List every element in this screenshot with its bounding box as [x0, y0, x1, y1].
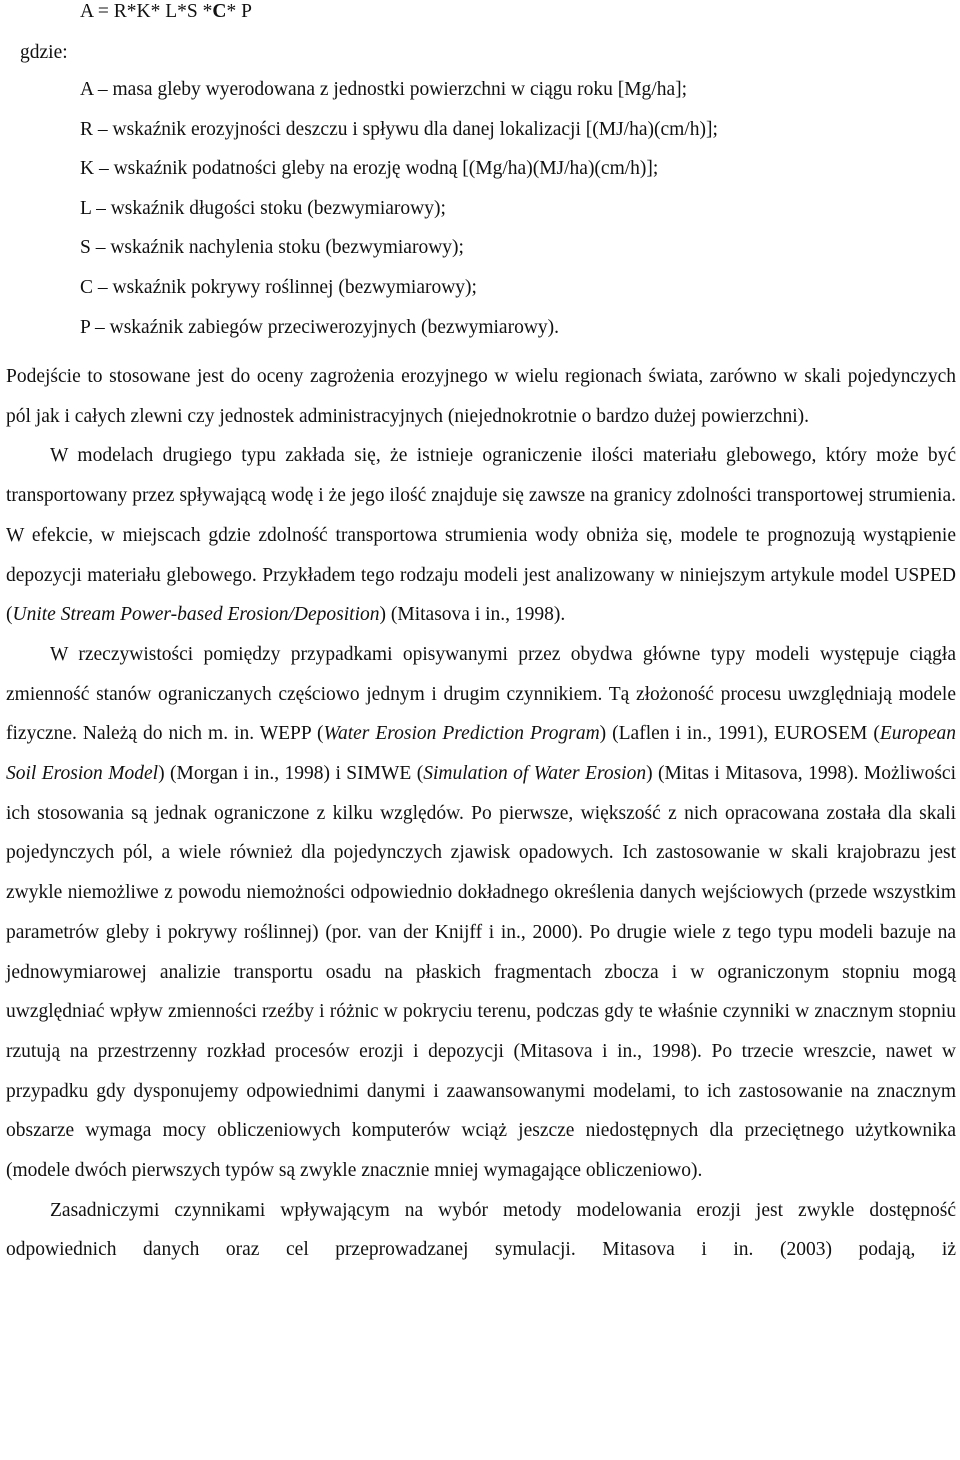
where-label: gdzie: — [20, 42, 68, 63]
paragraph-model-choice: Zasadniczymi czynnikami wpływającym na wybór metody modelowania erozji jest zwykle dostępność odpowiednich danych oraz cel przeprowadzanej symulacji. Mitasova i in. (2003) podają, iż — [6, 1199, 956, 1261]
italic-model-name: Unite Stream Power-based Erosion/Deposition — [12, 604, 380, 626]
formula-bold-c: C — [212, 1, 227, 22]
text-run: ) (Laflen i in., 1991), EUROSEM ( — [599, 723, 880, 745]
text-run: ) (Mitas i Mitasova, 1998). Możliwości ich stosowania są jednak ograniczone z kilku względów. Po pierwsze, większość z nich opracowana została dla skali pojedynczych pól, a wiele również dla pojedynczych zjawisk opadowych. Ich zastosowanie w skali krajobrazu jest zwykle niemożliwe z powodu niemożności odpowiednio dokładnego określenia danych wejściowych (przede wszystkim parametrów gleby i pokrywy roślinnej) (por. van der Knijff i in., 2000). Po drugie wiele z tego typu modeli bazuje na jednowymiarowej analizie transportu osadu na płaskich fragmentach zbocza i w ograniczonym stopniu mogą uwzględniać wpływ zmienności rzeźby i różnic w pokryciu terenu, podczas gdy te właśnie czynniki w znacznym stopniu rzutują na przestrzenny rozkład procesów erozji i depozycji (Mitasova i in., 1998). Po trzecie wreszcie, nawet w przypadku gdy dysponujemy odpowiednimi danymi i zaawansowanymi modelami, to ich zastosowanie na znacznym obszarze wymaga mocy obliczeniowych komputerów wciąż jeszcze niedostępnych dla przeciętnego użytkownika (modele dwóch pierwszych typów są zwykle znacznie mniej wymagające obliczeniowo). — [6, 763, 956, 1182]
definition-item: K – wskaźnik podatności gleby na erozję wodną [(Mg/ha)(MJ/ha)(cm/h)]; — [80, 158, 659, 180]
text-run: ) (Mitasova i in., 1998). — [379, 604, 566, 626]
formula-prefix: A = R*K* L*S * — [80, 1, 213, 22]
definition-item: S – wskaźnik nachylenia stoku (bezwymiarowy); — [80, 237, 464, 259]
text-run: ) (Morgan i in., 1998) i SIMWE ( — [158, 763, 424, 785]
paragraph-transport-models — [6, 436, 956, 635]
usle-formula — [80, 0, 252, 24]
paragraph-physical-models — [6, 635, 956, 1191]
text-run: W modelach drugiego typu zakłada się, że istnieje ograniczenie ilości materiału glebowego, który może być transportowany przez spływającą wodę i że jego ilość znajduje się zawsze na granicy zdolności transportowej strumienia. W efekcie, w miejscach gdzie zdolność transportowa strumienia wody obniża się, modele te prognozują wystąpienie depozycji materiału glebowego. Przykładem tego rodzaju modeli jest analizowany w niniejszym artykule model USPED ( — [6, 445, 956, 626]
definition-item: R – wskaźnik erozyjności deszczu i spływu dla danej lokalizacji [(MJ/ha)(cm/h)]; — [80, 118, 718, 140]
definition-item: L – wskaźnik długości stoku (bezwymiarowy); — [80, 197, 446, 219]
text-run: W rzeczywistości pomiędzy przypadkami opisywanymi przez obydwa główne typy modeli występuje ciągła zmienność stanów ograniczanych częściowo jednym i drugim czynnikiem. Tą złożoność procesu uwzględniają modele fizyczne. Należą do nich m. in. WEPP ( — [6, 643, 956, 745]
definition-item: A – masa gleby wyerodowana z jednostki powierzchni w ciągu roku [Mg/ha]; — [80, 79, 688, 100]
italic-model-name: European Soil Erosion Model — [6, 723, 957, 785]
definition-item: P – wskaźnik zabiegów przeciwerozyjnych (bezwymiarowy). — [80, 316, 560, 338]
definition-item: C – wskaźnik pokrywy roślinnej (bezwymiarowy); — [80, 276, 477, 298]
paragraph-approach: Podejście to stosowane jest do oceny zagrożenia erozyjnego w wielu regionach świata, zarówno w skali pojedynczych pól jak i całych zlewni czy jednostek administracyjnych (niejednokrotnie o bardzo dużej powierzchni). — [6, 366, 956, 427]
italic-model-name: Simulation of Water Erosion — [423, 763, 647, 785]
italic-model-name: Water Erosion Prediction Program — [323, 723, 600, 745]
definition-list — [80, 78, 718, 355]
body-text — [6, 357, 956, 1270]
formula-suffix: * P — [226, 1, 252, 22]
